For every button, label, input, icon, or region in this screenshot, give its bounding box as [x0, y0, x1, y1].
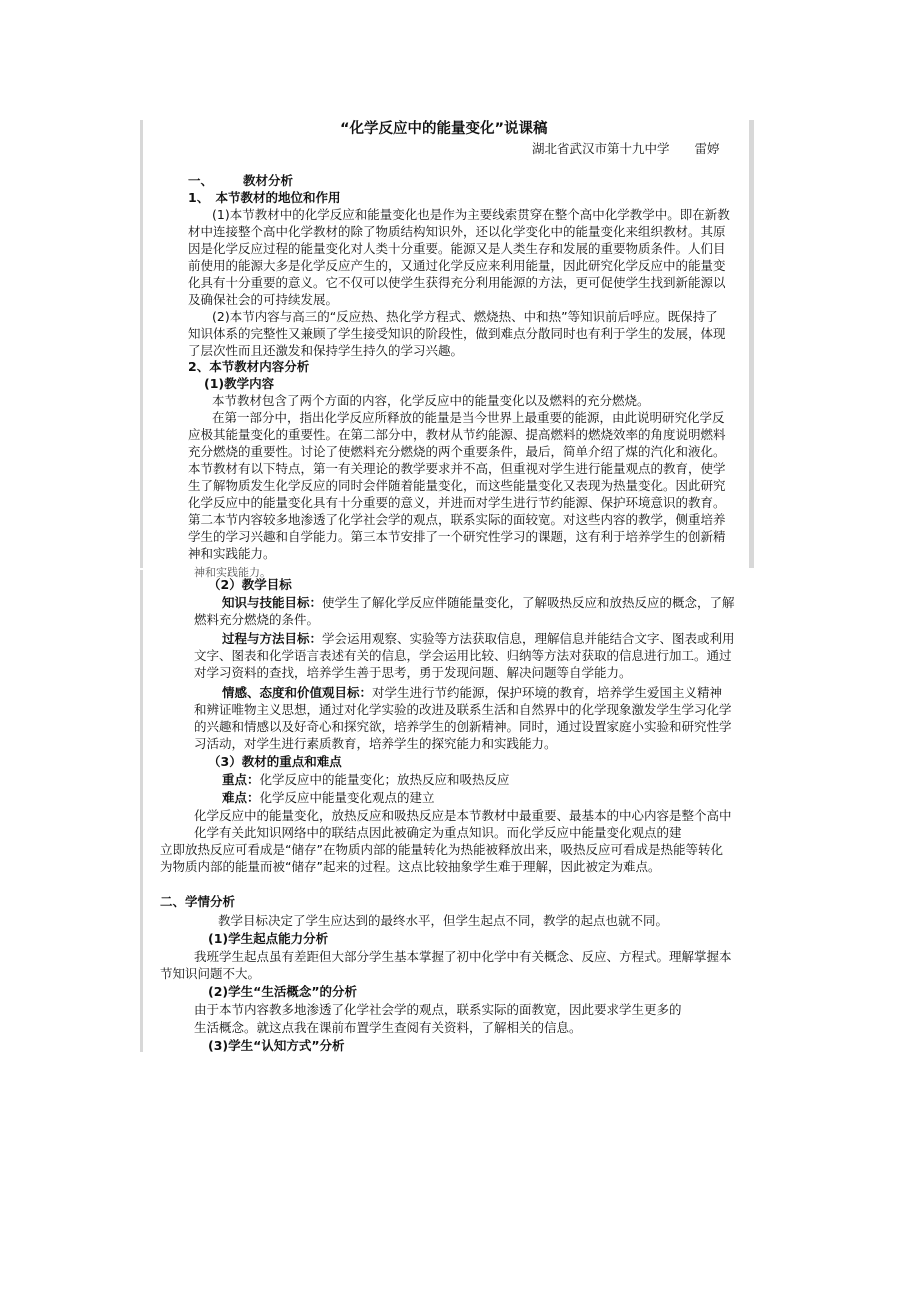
section-1-number: 一、 — [188, 173, 214, 188]
section-1-1-heading: 1、 本节教材的地位和作用 — [188, 190, 341, 205]
difficult-point — [222, 789, 435, 806]
paragraph-line: 及确保社会的可持续发展。 — [188, 292, 339, 307]
goal-text: 使学生了解化学反应伴随能量变化，了解吸热反应和放热反应的概念，了解 — [322, 595, 735, 610]
goal-knowledge — [222, 594, 735, 611]
subsection-key-points: （3）教材的重点和难点 — [208, 754, 342, 769]
paragraph-line: (2)本节内容与高三的“反应热、热化学方程式、燃烧热、中和热”等知识前后呼应。既保持了 — [212, 309, 718, 324]
paragraph-line: 和辨证唯物主义思想，通过对化学实验的改进及联系生活和自然界中的化学现象激发学生学习化学 — [194, 702, 732, 717]
paragraph-line: 在第一部分中，指出化学反应所释放的能量是当今世界上最重要的能源，由此说明研究化学反 — [212, 410, 725, 425]
page-left-edge — [140, 120, 143, 568]
paragraph-line: 化具有十分重要的意义。它不仅可以使学生获得充分利用能源的方法，更可促使学生找到新能源以 — [188, 275, 726, 290]
paragraph-line: 的兴趣和情感以及好奇心和探究欲，培养学生的创新精神。同时，通过设置家庭小实验和研究性学 — [194, 719, 732, 734]
paragraph-line: 文字、图表和化学语言表述有关的信息，学会运用比较、归纳等方法对获取的信息进行加工。通过 — [194, 648, 732, 663]
paragraph-line: 燃料充分燃烧的条件。 — [194, 612, 320, 627]
section-2-heading: 二、学情分析 — [160, 894, 236, 909]
key-point — [222, 771, 510, 788]
key-label: 重点： — [222, 772, 260, 787]
paragraph-line: 了层次性而且还激发和保持学生持久的学习兴趣。 — [188, 343, 464, 358]
paragraph-line: 知识体系的完整性又兼顾了学生接受知识的阶段性，做到难点分散同时也有利于学生的发展，体现 — [188, 326, 726, 341]
paragraph-line: 前使用的能源大多是化学反应产生的，又通过化学反应来利用能量，因此研究化学反应中的能量变 — [188, 258, 726, 273]
paragraph-line: 对学习资料的查找，培养学生善于思考，勇于发现问题、解决问题等自学能力。 — [194, 665, 632, 680]
paragraph-line: 立即放热反应可看成是“储存”在物质内部的能量转化为热能被释放出来，吸热反应可看成是热能等转化 — [160, 842, 723, 857]
subsection-teaching-goals: （2）教学目标 — [208, 577, 292, 592]
paragraph-line: 教学目标决定了学生应达到的最终水平，但学生起点不同，教学的起点也就不同。 — [218, 913, 669, 928]
section-1-2-heading: 2、本节教材内容分析 — [188, 359, 310, 374]
key-text: 化学反应中的能量变化；放热反应和吸热反应 — [259, 772, 510, 787]
goal-process — [222, 630, 735, 647]
paragraph-line: 化学反应中的能量变化，放热反应和吸热反应是本节教材中最重要、最基本的中心内容是整个高中 — [194, 808, 732, 823]
paragraph-line: 应极其能量变化的重要性。在第二部分中，教材从节约能源、提高燃料的燃烧效率的角度说明燃料 — [188, 427, 726, 442]
paragraph-line: 材中连接整个高中化学教材的除了物质结构知识外，还以化学变化中的能量变化来组织教材。其原 — [188, 224, 726, 239]
paragraph-line: 因是化学反应过程的能量变化对人类十分重要。能源又是人类生存和发展的重要物质条件。人们目 — [188, 241, 726, 256]
goal-label: 知识与技能目标： — [222, 595, 323, 610]
paragraph-line: 化学反应中的能量变化具有十分重要的意义，并进而对学生进行节约能源、保护环境意识的教育。 — [188, 495, 726, 510]
goal-text: 学会运用观察、实验等方法获取信息，理解信息并能结合文字、图表或利用 — [322, 631, 735, 646]
goal-label: 情感、态度和价值观目标： — [222, 685, 373, 700]
paragraph-line: 学生的学习兴趣和自学能力。第三本节安排了一个研究性学习的课题，这有利于培养学生的创新精 — [188, 529, 726, 544]
paragraph-line: 本节教材包含了两个方面的内容，化学反应中的能量变化以及燃料的充分燃烧。 — [212, 393, 650, 408]
paragraph-line: 神和实践能力。 — [188, 546, 276, 561]
difficult-label: 难点： — [222, 790, 260, 805]
subsection-start-ability: (1)学生起点能力分析 — [208, 931, 329, 946]
paragraph-line: 生了解物质发生化学反应的同时会伴随着能量变化，而这些能量变化又表现为热量变化。因此研究 — [188, 478, 726, 493]
paragraph-line: 生活概念。就这点我在课前布置学生查阅有关资料，了解相关的信息。 — [194, 1020, 582, 1035]
paragraph-line: (1)本节教材中的化学反应和能量变化也是作为主要线索贯穿在整个高中化学教学中。即在新教 — [212, 207, 730, 222]
paragraph-line: 化学有关此知识网络中的联结点因此被确定为重点知识。而化学反应中能量变化观点的建 — [194, 825, 682, 840]
document-title: “化学反应中的能量变化”说课稿 — [340, 121, 548, 137]
author-line: 湖北省武汉市第十九中学 雷婷 — [532, 141, 720, 156]
subsection-teaching-content: (1)教学内容 — [204, 376, 275, 391]
page-right-edge — [749, 120, 754, 568]
paragraph-line: 节知识问题不大。 — [160, 966, 261, 981]
subsection-cognitive-style: (3)学生“认知方式”分析 — [208, 1038, 345, 1053]
goal-text: 对学生进行节约能源，保护环境的教育，培养学生爱国主义精神 — [372, 685, 723, 700]
paragraph-line: 我班学生起点虽有差距但大部分学生基本掌握了初中化学中有关概念、反应、方程式。理解掌握本 — [194, 949, 732, 964]
paragraph-line: 充分燃烧的重要性。讨论了使燃料充分燃烧的两个重要条件，最后，简单介绍了煤的汽化和液化。 — [188, 444, 726, 459]
paragraph-line: 第二本节内容较多地渗透了化学社会学的观点，联系实际的面较宽。对这些内容的教学，侧重培养 — [188, 512, 726, 527]
paragraph-line: 为物质内部的能量而被“储存”起来的过程。这点比较抽象学生难于理解，因此被定为难点。 — [160, 859, 661, 874]
paragraph-line: 本节教材有以下特点，第一有关理论的教学要求并不高，但重视对学生进行能量观点的教育，使学 — [188, 461, 726, 476]
paragraph-line: 习活动，对学生进行素质教育，培养学生的探究能力和实践能力。 — [194, 736, 557, 751]
goal-label: 过程与方法目标： — [222, 631, 323, 646]
goal-emotion — [222, 684, 722, 701]
section-1-title: 教材分析 — [243, 173, 294, 188]
cut-off-line: 神和实践能力。 — [194, 566, 271, 579]
subsection-life-concept: (2)学生“生活概念”的分析 — [208, 984, 358, 999]
difficult-text: 化学反应中能量变化观点的建立 — [259, 790, 435, 805]
page-left-edge-lower — [140, 570, 143, 1052]
paragraph-line: 由于本节内容教多地渗透了化学社会学的观点，联系实际的面教宽，因此要求学生更多的 — [194, 1002, 682, 1017]
